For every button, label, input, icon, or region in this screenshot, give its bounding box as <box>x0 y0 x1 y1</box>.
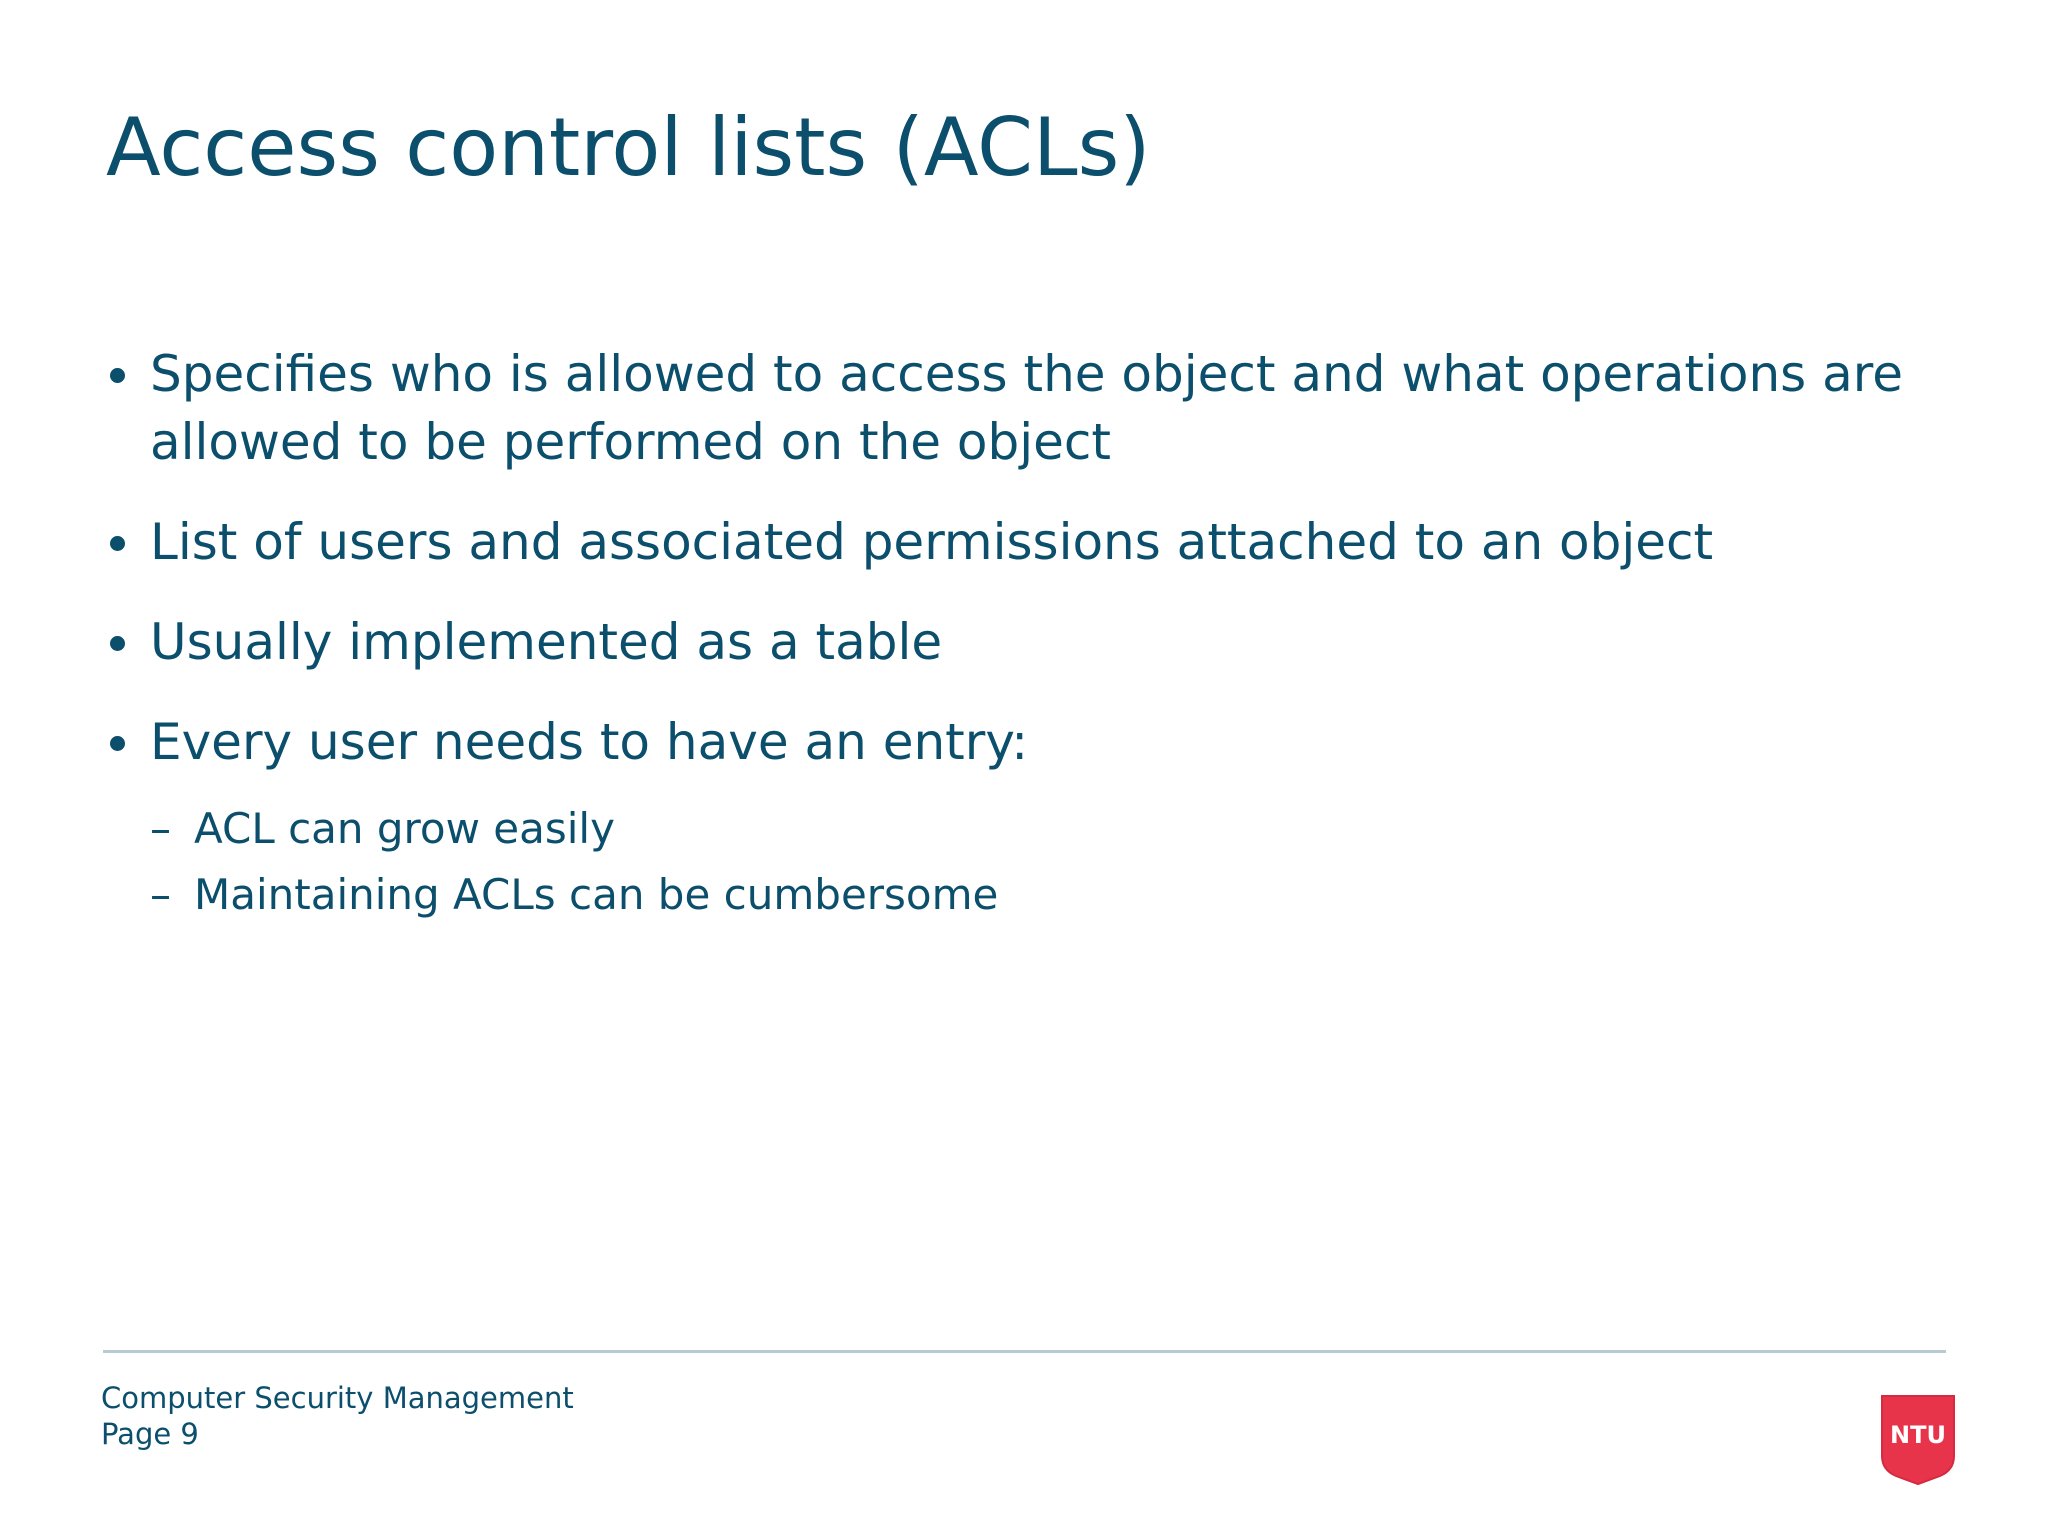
dash-icon: – <box>150 804 171 853</box>
bullet-item <box>106 708 1926 928</box>
sub-bullet-text: Maintaining ACLs can be cumbersome <box>194 870 999 919</box>
bullet-dot-icon <box>110 736 125 751</box>
bullet-text: Specifies who is allowed to access the object and what operations are allowed to be performed on the object <box>150 345 1903 471</box>
bullet-item <box>106 608 1926 676</box>
footer-divider <box>103 1350 1946 1353</box>
ntu-logo-text: NTU <box>1890 1421 1946 1449</box>
bullet-dot-icon <box>110 536 125 551</box>
bullet-dot-icon <box>110 368 125 383</box>
bullet-item <box>106 508 1926 576</box>
bullet-item <box>106 340 1926 476</box>
sub-bullet-list <box>150 796 1926 928</box>
bullet-text: Usually implemented as a table <box>150 613 943 671</box>
sub-bullet-text: ACL can grow easily <box>194 804 615 853</box>
sub-bullet-item <box>150 862 1926 928</box>
bullet-text: List of users and associated permissions attached to an object <box>150 513 1714 571</box>
ntu-logo-icon <box>1880 1394 1956 1486</box>
footer-page-number: Page 9 <box>101 1417 199 1451</box>
bullet-text: Every user needs to have an entry: <box>150 713 1029 771</box>
slide-title: Access control lists (ACLs) <box>106 101 1151 194</box>
bullet-list <box>106 340 1926 960</box>
bullet-dot-icon <box>110 636 125 651</box>
footer-course-title: Computer Security Management <box>101 1381 574 1415</box>
sub-bullet-item <box>150 796 1926 862</box>
dash-icon: – <box>150 870 171 919</box>
